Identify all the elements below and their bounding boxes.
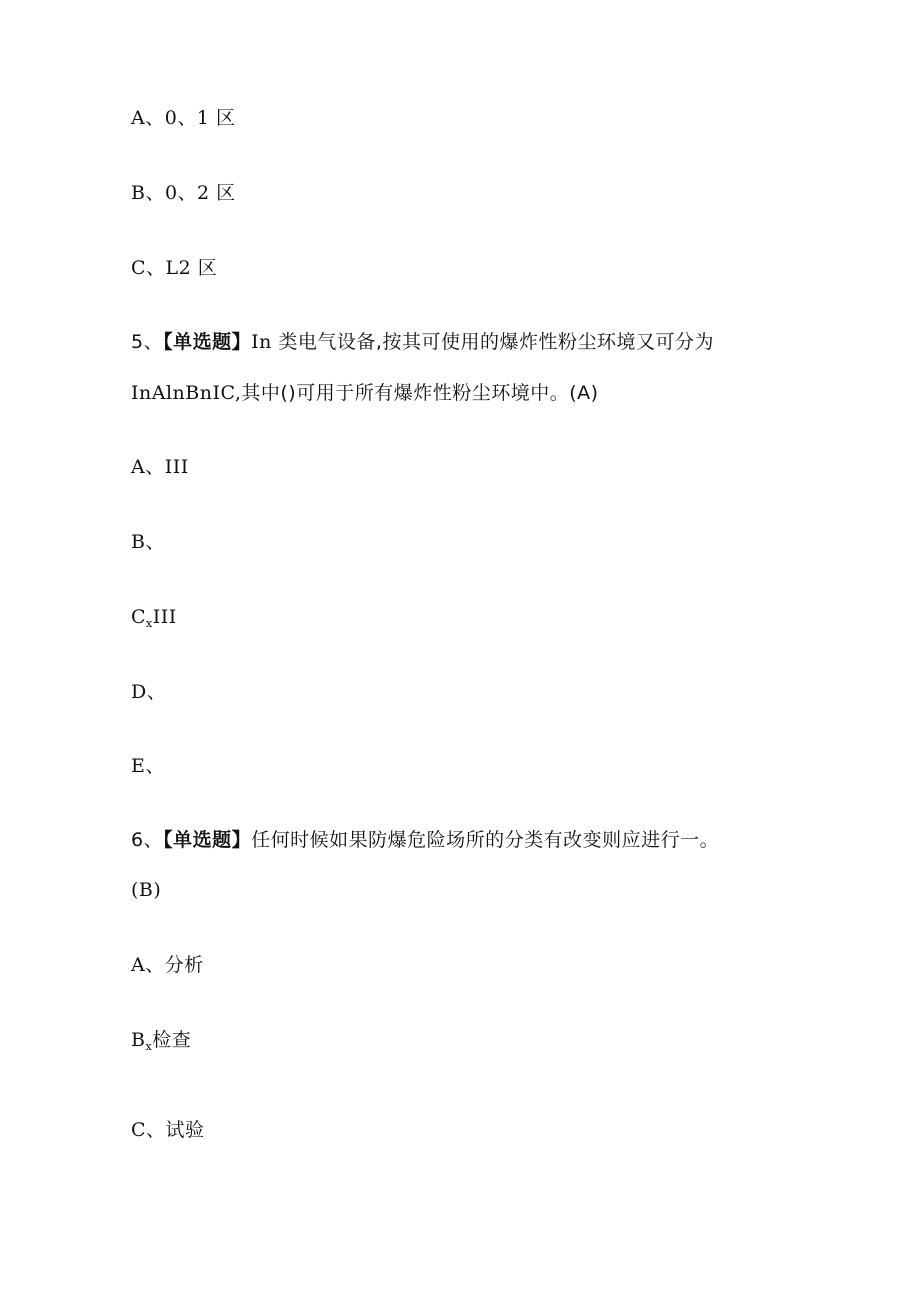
option-b-q4 (131, 181, 236, 205)
option-c-q4 (131, 256, 217, 280)
question-text: 其中()可用于所有爆炸性粉尘环境中。(A) (241, 382, 599, 404)
option-label: B、 (131, 182, 165, 204)
option-label: A、 (131, 107, 165, 129)
option-c-q5 (131, 605, 177, 636)
option-label: C、 (131, 1119, 166, 1141)
question-text: 类电气设备,按其可使用的爆炸性粉尘环境又可分为 (278, 331, 714, 353)
option-subscript: x (146, 617, 153, 630)
question-number: 6、 (131, 829, 164, 851)
option-a-q5 (131, 455, 189, 479)
option-text: III (152, 606, 177, 628)
question-6-line-1 (131, 828, 719, 852)
option-d-q5 (131, 680, 166, 704)
option-a-q4 (131, 106, 235, 130)
option-label: C (131, 606, 147, 628)
question-text-latin: InAlnBnIC, (131, 382, 242, 404)
option-label: C、 (131, 257, 166, 279)
question-answer: (B) (131, 879, 162, 901)
option-text: 试验 (165, 1119, 205, 1141)
question-type-tag: 【单选题】 (163, 331, 252, 353)
option-label: A、 (131, 456, 165, 478)
option-label: B、 (131, 531, 165, 553)
option-text: III (164, 456, 189, 478)
question-6-line-2 (131, 878, 161, 902)
option-text: 0、2 区 (164, 182, 236, 204)
option-text: L2 区 (165, 257, 218, 279)
option-label: D、 (131, 681, 167, 703)
option-label: A、 (131, 954, 165, 976)
option-b-q5 (131, 530, 165, 554)
option-label: E、 (131, 755, 165, 777)
option-text: 0、1 区 (164, 107, 236, 129)
question-text: 任何时候如果防爆危险场所的分类有改变则应进行一。 (251, 829, 720, 851)
question-5-line-1 (131, 330, 714, 354)
question-5-line-2 (131, 381, 599, 405)
question-text-latin: In (251, 331, 279, 353)
option-c-q6 (131, 1118, 205, 1142)
option-a-q6 (131, 953, 204, 977)
option-e-q5 (131, 754, 165, 778)
question-type-tag: 【单选题】 (163, 829, 252, 851)
option-b-q6 (131, 1028, 191, 1059)
question-number: 5、 (131, 331, 164, 353)
option-label: B (131, 1029, 146, 1051)
option-text: 分析 (164, 954, 204, 976)
option-subscript: x (145, 1040, 153, 1053)
option-text: 检查 (152, 1029, 192, 1051)
